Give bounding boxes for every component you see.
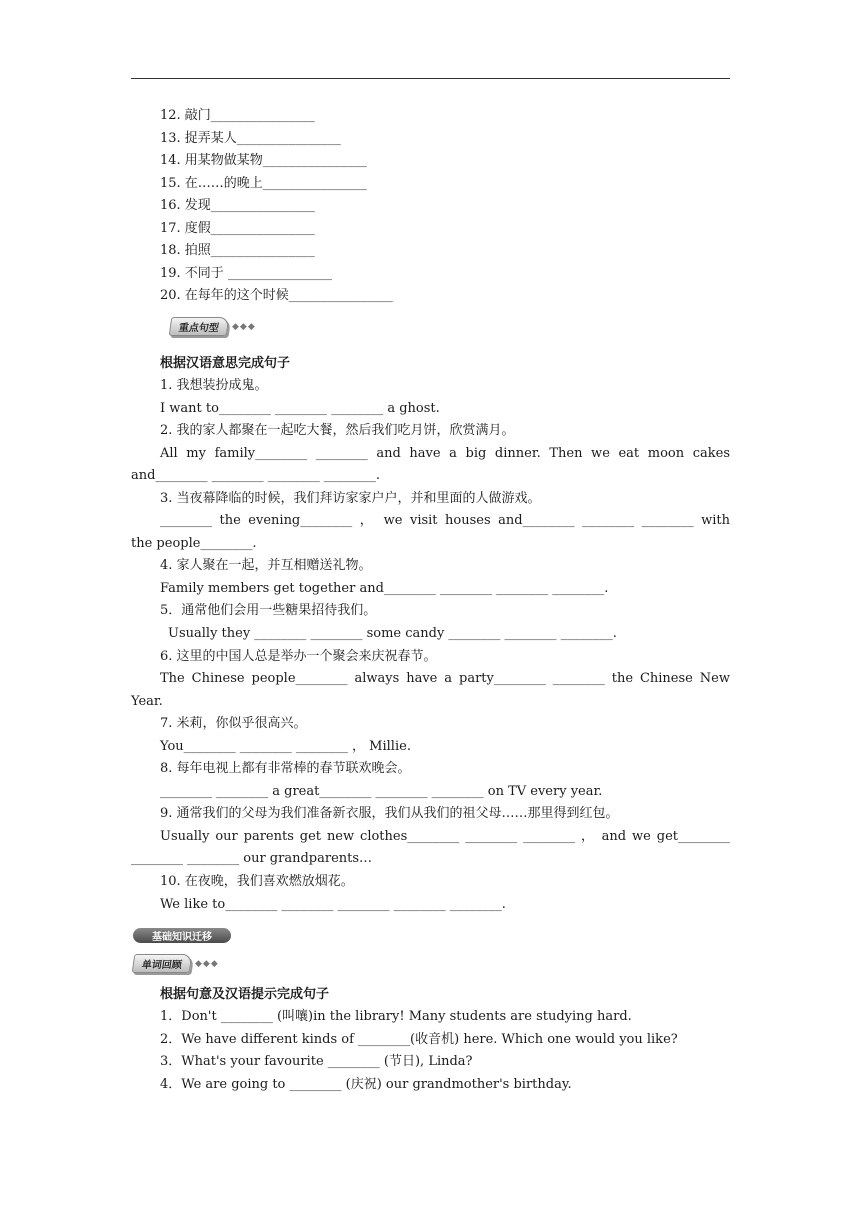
review-item-1: 1．Don't ________ (叫嚷)in the library! Many students are studying hard. bbox=[160, 1009, 632, 1024]
sentence-cn-10: 10. 在夜晚，我们喜欢燃放烟花。 bbox=[160, 874, 354, 889]
vocab-item-18: 18. 拍照________________ bbox=[160, 243, 315, 258]
vocab-item-15: 15. 在……的晚上________________ bbox=[160, 176, 367, 191]
sentence-en-10: We like to________ ________ ________ ________ ________. bbox=[160, 897, 506, 912]
vocab-item-13: 13. 捉弄某人________________ bbox=[160, 131, 341, 146]
sentence-en-5: Usually they ________ ________ some candy ________ ________ ________. bbox=[168, 626, 617, 641]
sentence-cn-8: 8. 每年电视上都有非常棒的春节联欢晚会。 bbox=[160, 761, 411, 776]
vocab-item-19: 19. 不同于 ________________ bbox=[160, 266, 332, 281]
sentence-en-7: You________ ________ ________ ， Millie. bbox=[160, 739, 411, 754]
vocab-item-12: 12. 敲门________________ bbox=[160, 108, 315, 123]
section-bar-basic-transfer: 基础知识迁移 bbox=[133, 928, 231, 943]
section-tag-label: 重点句型 bbox=[169, 317, 230, 336]
sentence-en-6-line-1: The Chinese people________ always have a party________ ________ the Chinese New bbox=[160, 671, 730, 686]
instruction-word-review: 根据句意及汉语提示完成句子 bbox=[160, 987, 330, 1002]
section-tag-label: 单词回顾 bbox=[132, 954, 193, 973]
diamond-dots-icon: ◆◆◆ bbox=[195, 958, 219, 969]
sentence-en-9-line-1: Usually our parents get new clothes________ ________ ________ ， and we get________ bbox=[160, 829, 730, 844]
sentence-en-2-line-1: All my family________ ________ and have a big dinner. Then we eat moon cakes bbox=[160, 446, 730, 461]
sentence-en-3-line-2: the people________. bbox=[131, 536, 257, 551]
sentence-en-3-line-1: ________ the evening________ ， we visit houses and________ ________ ________ with bbox=[160, 513, 730, 528]
review-item-2: 2．We have different kinds of ________(收音机) here. Which one would you like? bbox=[160, 1032, 678, 1047]
top-rule bbox=[131, 78, 730, 79]
diamond-dots-icon: ◆◆◆ bbox=[232, 321, 256, 332]
sentence-cn-6: 6. 这里的中国人总是举办一个聚会来庆祝春节。 bbox=[160, 649, 437, 664]
sentence-en-6-line-2: Year. bbox=[131, 694, 163, 709]
sentence-cn-2: 2. 我的家人都聚在一起吃大餐，然后我们吃月饼，欣赏满月。 bbox=[160, 423, 515, 438]
sentence-en-9-line-2: ________ ________ our grandparents… bbox=[131, 851, 373, 866]
sentence-cn-3: 3. 当夜幕降临的时候，我们拜访家家户户，并和里面的人做游戏。 bbox=[160, 491, 541, 506]
sentence-cn-5: 5．通常他们会用一些糖果招待我们。 bbox=[160, 603, 377, 618]
sentence-en-2-line-2: and________ ________ ________ ________. bbox=[131, 468, 380, 483]
vocab-item-14: 14. 用某物做某物________________ bbox=[160, 153, 367, 168]
section-tag-key-sentences bbox=[170, 318, 256, 335]
vocab-item-20: 20. 在每年的这个时候________________ bbox=[160, 288, 393, 303]
sentence-cn-1: 1. 我想装扮成鬼。 bbox=[160, 378, 268, 393]
sentence-cn-4: 4. 家人聚在一起，并互相赠送礼物。 bbox=[160, 558, 372, 573]
vocab-item-17: 17. 度假________________ bbox=[160, 221, 315, 236]
sentence-en-1: I want to________ ________ ________ a ghost. bbox=[160, 401, 440, 416]
instruction-key-sentences: 根据汉语意思完成句子 bbox=[160, 356, 291, 371]
sentence-en-8: ________ ________ a great________ ________ ________ on TV every year. bbox=[160, 784, 603, 799]
sentence-cn-9: 9. 通常我们的父母为我们准备新衣服，我们从我们的祖父母……那里得到红包。 bbox=[160, 806, 619, 821]
review-item-4: 4．We are going to ________ (庆祝) our grandmother's birthday. bbox=[160, 1077, 572, 1092]
review-item-3: 3．What's your favourite ________ (节日), Linda? bbox=[160, 1054, 473, 1069]
sentence-en-4: Family members get together and________ ________ ________ ________. bbox=[160, 581, 609, 596]
sentence-cn-7: 7. 米莉，你似乎很高兴。 bbox=[160, 716, 307, 731]
section-tag-word-review bbox=[133, 955, 219, 972]
vocab-item-16: 16. 发现________________ bbox=[160, 198, 315, 213]
